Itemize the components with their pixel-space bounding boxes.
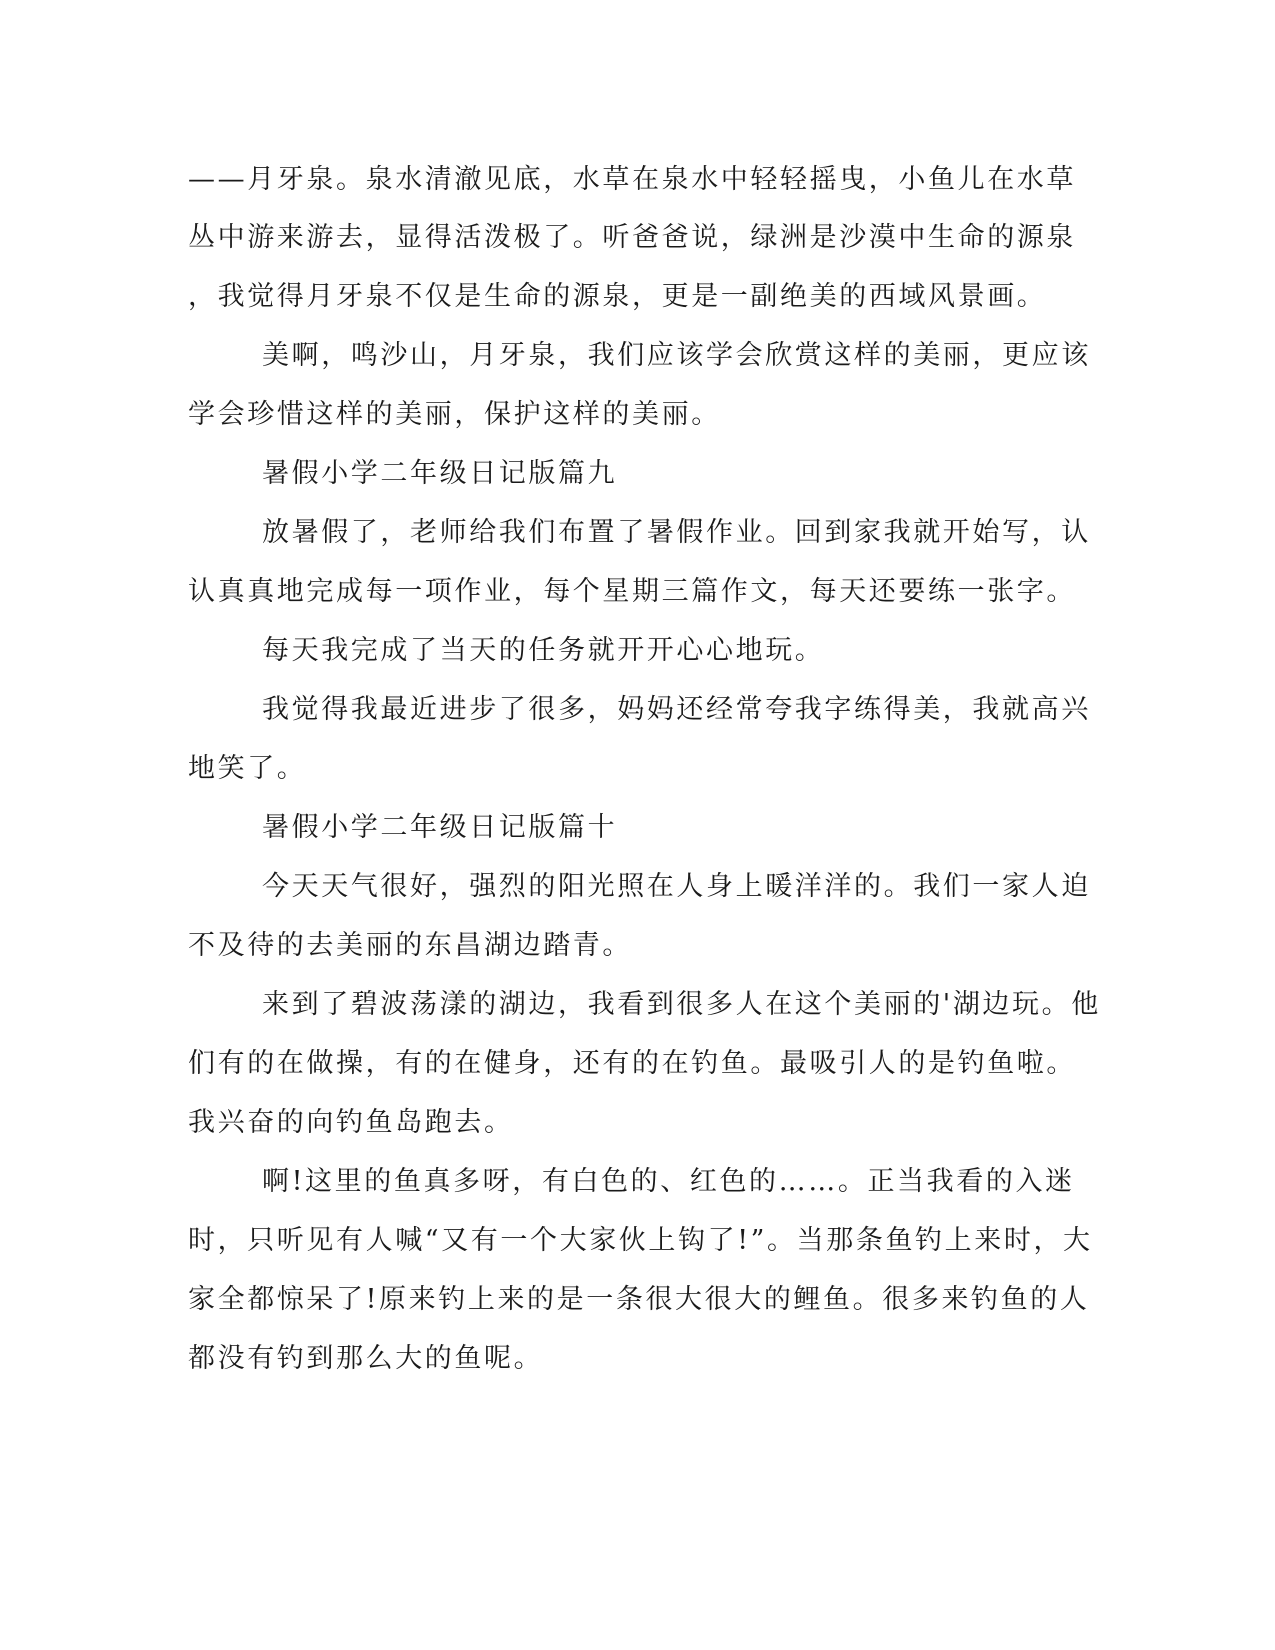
text-line: 家全都惊呆了!原来钓上来的是一条很大很大的鲤鱼。很多来钓鱼的人 [188,1284,1090,1315]
text-line: ——月牙泉。泉水清澈见底，水草在泉水中轻轻摇曳，小鱼儿在水草 [188,164,1076,195]
paragraph-first-line: 美啊，鸣沙山，月牙泉，我们应该学会欣赏这样的美丽，更应该 [262,340,1091,371]
text-line: 学会珍惜这样的美丽，保护这样的美丽。 [188,399,721,430]
text-line: ，我觉得月牙泉不仅是生命的源泉，更是一副绝美的西域风景画。 [188,281,1047,312]
section-heading: 暑假小学二年级日记版篇十 [262,812,618,843]
section-heading: 暑假小学二年级日记版篇九 [262,458,618,489]
paragraph-first-line: 啊!这里的鱼真多呀，有白色的、红色的……。正当我看的入迷 [262,1166,1075,1197]
paragraph-first-line: 放暑假了，老师给我们布置了暑假作业。回到家我就开始写，认 [262,517,1091,548]
text-line: 都没有钓到那么大的鱼呢。 [188,1343,544,1374]
text-line: 认真真地完成每一项作业，每个星期三篇作文，每天还要练一张字。 [188,576,1076,607]
paragraph-first-line: 每天我完成了当天的任务就开开心心地玩。 [262,635,825,666]
text-line: 们有的在做操，有的在健身，还有的在钓鱼。最吸引人的是钓鱼啦。 [188,1048,1076,1079]
paragraph-first-line: 我觉得我最近进步了很多，妈妈还经常夸我字练得美，我就高兴 [262,694,1091,725]
paragraph-first-line: 来到了碧波荡漾的湖边，我看到很多人在这个美丽的'湖边玩。他 [262,989,1101,1020]
text-line: 丛中游来游去，显得活泼极了。听爸爸说，绿洲是沙漠中生命的源泉 [188,222,1076,253]
text-line: 我兴奋的向钓鱼岛跑去。 [188,1107,514,1138]
text-line: 不及待的去美丽的东昌湖边踏青。 [188,930,632,961]
text-line: 时，只听见有人喊“又有一个大家伙上钩了!”。当那条鱼钓上来时，大 [188,1225,1093,1256]
paragraph-first-line: 今天天气很好，强烈的阳光照在人身上暖洋洋的。我们一家人迫 [262,871,1091,902]
text-line: 地笑了。 [188,753,307,784]
